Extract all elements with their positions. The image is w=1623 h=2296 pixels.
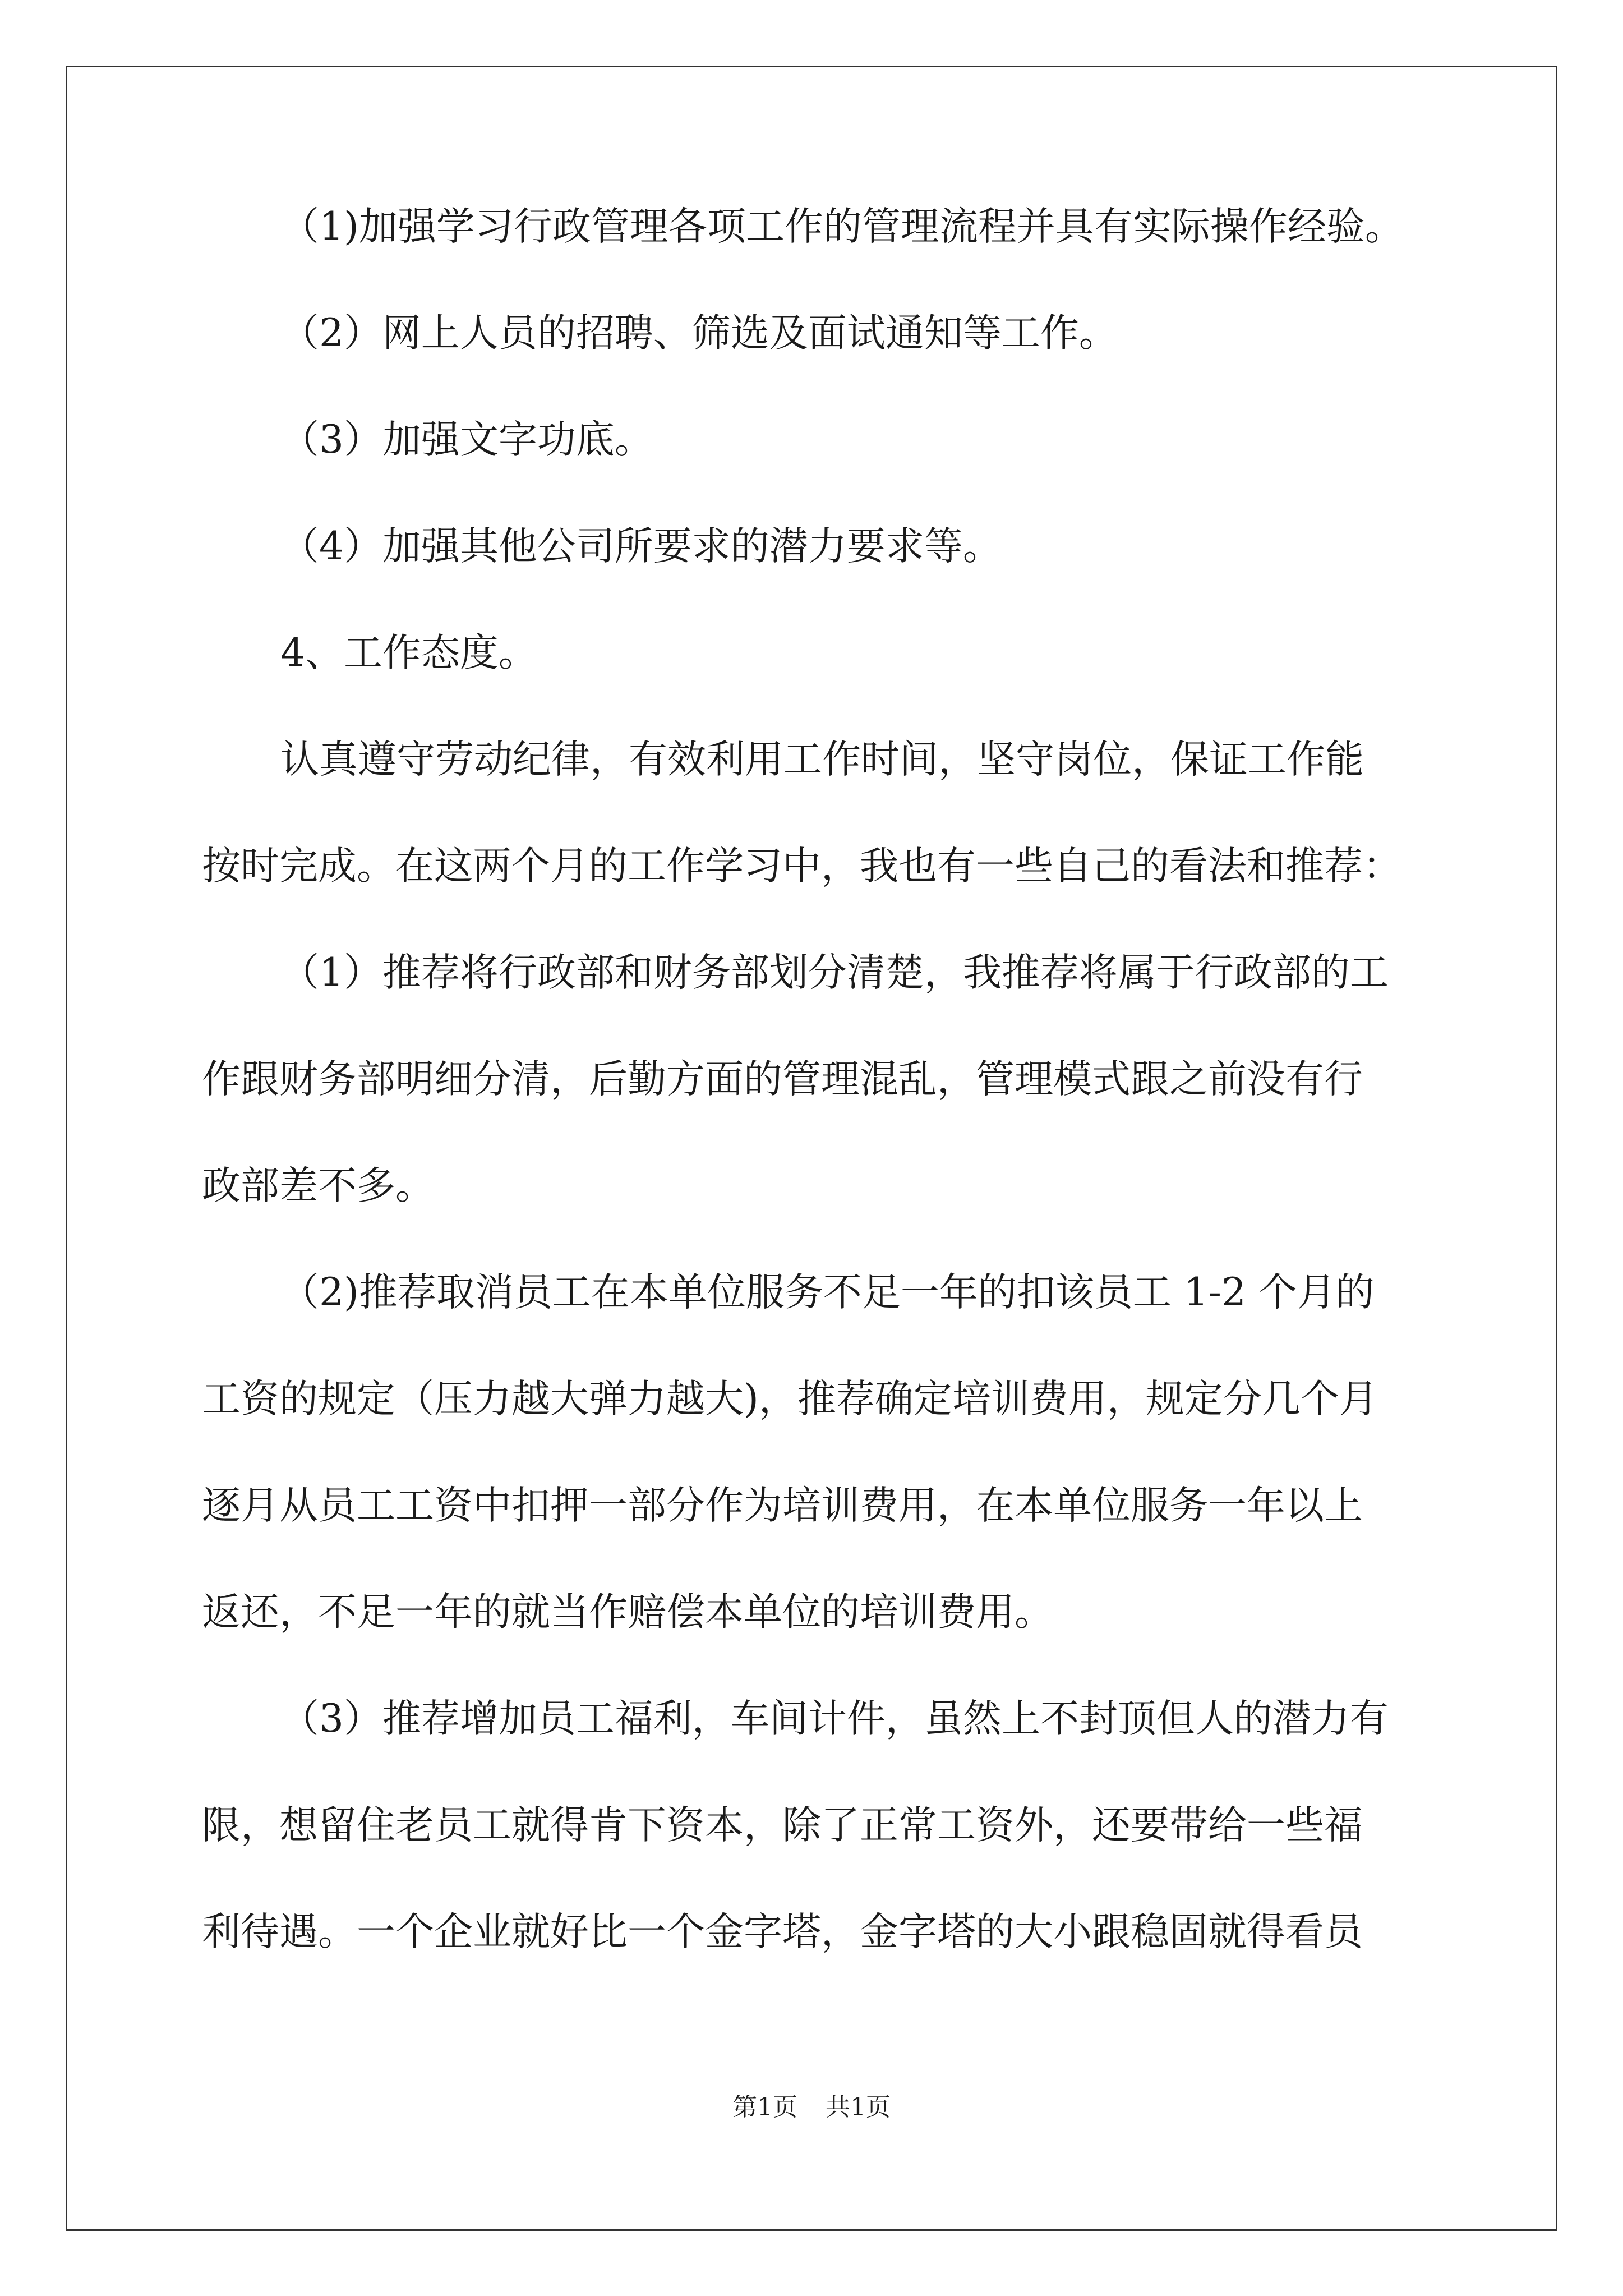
text-line: 认真遵守劳动纪律，有效利用工作时间，坚守岗位，保证工作能: [280, 737, 1364, 782]
text-line: （3）加强文字功底。: [280, 417, 653, 462]
text-line: 返还，不足一年的就当作赔偿本单位的培训费用。: [202, 1590, 1053, 1635]
text-line: 工资的规定（压力越大弹力越大)，推荐确定培训费用，规定分几个月: [202, 1377, 1378, 1421]
text-line: （3）推荐增加员工福利，车间计件，虽然上不封顶但人的潜力有: [280, 1696, 1389, 1741]
section-heading: 4、工作态度。: [280, 631, 537, 675]
page-footer: [0, 2095, 1623, 2120]
text-line: （1）推荐将行政部和财务部划分清楚，我推荐将属于行政部的工: [280, 950, 1389, 995]
text-line: 政部差不多。: [202, 1163, 434, 1208]
text-line: （4）加强其他公司所要求的潜力要求等。: [280, 524, 1002, 569]
text-line: 限，想留住老员工就得肯下资本，除了正常工资外，还要带给一些福: [202, 1803, 1363, 1848]
document-body: [202, 204, 1436, 2019]
text-line: 作跟财务部明细分清，后勤方面的管理混乱，管理模式跟之前没有行: [202, 1057, 1363, 1102]
page-total: 共1页: [826, 2093, 891, 2122]
text-line: （2)推荐取消员工在本单位服务不足一年的扣该员工 1-2 个月的: [280, 1270, 1375, 1315]
text-line: 逐月从员工工资中扣押一部分作为培训费用，在本单位服务一年以上: [202, 1483, 1363, 1528]
text-line: 按时完成。在这两个月的工作学习中，我也有一些自己的看法和推荐：: [202, 844, 1401, 889]
text-line: （1)加强学习行政管理各项工作的管理流程并具有实际操作经验。: [280, 204, 1404, 249]
text-line: 利待遇。一个企业就好比一个金字塔，金字塔的大小跟稳固就得看员: [202, 1910, 1363, 1954]
text-line: （2）网上人员的招聘、筛选及面试通知等工作。: [280, 311, 1118, 356]
page-number: 第1页: [732, 2093, 797, 2122]
